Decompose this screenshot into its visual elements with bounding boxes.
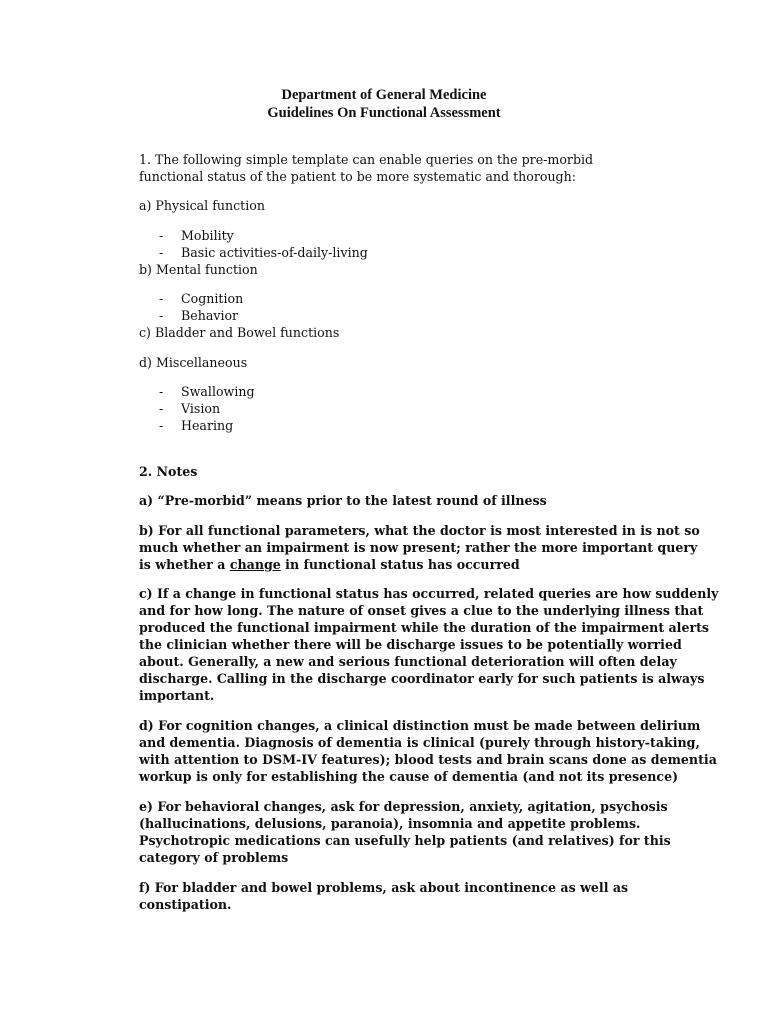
- list-dash: -: [159, 401, 164, 416]
- section1-intro-line-1: 1. The following simple template can enable queries on the pre-morbid: [139, 152, 594, 167]
- note-b-underlined-word: change: [229, 557, 281, 572]
- note-e-line: (hallucinations, delusions, paranoia), insomnia and appetite problems.: [139, 816, 641, 831]
- note-c-line: produced the functional impairment while the duration of the impairment alerts: [139, 620, 710, 635]
- list-item-swallowing: Swallowing: [181, 384, 255, 399]
- note-e-line: category of problems: [139, 850, 289, 865]
- note-b-line-last: [139, 556, 639, 573]
- note-c-line: discharge. Calling in the discharge coordinator early for such patients is always: [139, 671, 705, 686]
- note-d: [139, 717, 717, 785]
- list-item-mobility: Mobility: [181, 228, 234, 243]
- list-item-adl: Basic activities-of-daily-living: [181, 245, 368, 260]
- note-e-line: Psychotropic medications can usefully help patients (and relatives) for this: [139, 833, 671, 848]
- list-dash: -: [159, 384, 164, 399]
- note-c-line: important.: [139, 688, 215, 703]
- note-c-line: the clinician whether there will be discharge issues to be potentially worried: [139, 637, 682, 652]
- mental-function-heading: b) Mental function: [139, 262, 258, 277]
- list-dash: -: [159, 291, 164, 306]
- note-f-line: constipation.: [139, 897, 232, 912]
- list-dash: -: [159, 245, 164, 260]
- list-item-behavior: Behavior: [181, 308, 239, 323]
- note-f: [139, 879, 639, 913]
- note-d-line: and dementia. Diagnosis of dementia is clinical (purely through history-taking,: [139, 735, 700, 750]
- note-b-line: much whether an impairment is now present; rather the more important query: [139, 540, 698, 555]
- list-dash: -: [159, 418, 164, 433]
- section1-intro-line-2: functional status of the patient to be more systematic and thorough:: [139, 169, 576, 184]
- note-d-line: with attention to DSM-IV features); blood tests and brain scans done as dementia: [139, 752, 717, 767]
- note-b-last-post: in functional status has occurred: [280, 557, 520, 572]
- bladder-bowel-heading: c) Bladder and Bowel functions: [139, 325, 340, 340]
- note-d-line: d) For cognition changes, a clinical distinction must be made between delirium: [139, 718, 701, 733]
- note-b-line: b) For all functional parameters, what the doctor is most interested in is not so: [139, 523, 700, 538]
- note-c: [139, 585, 719, 704]
- note-d-line: workup is only for establishing the cause of dementia (and not its presence): [139, 769, 679, 784]
- note-c-line: about. Generally, a new and serious functional deterioration will often delay: [139, 654, 677, 669]
- miscellaneous-heading: d) Miscellaneous: [139, 355, 248, 370]
- list-item-vision: Vision: [181, 401, 221, 416]
- physical-function-heading: a) Physical function: [139, 198, 265, 213]
- note-f-line: f) For bladder and bowel problems, ask about incontinence as well as: [139, 880, 629, 895]
- list-item-hearing: Hearing: [181, 418, 234, 433]
- list-dash: -: [159, 228, 164, 243]
- note-b: [139, 522, 700, 573]
- note-e-line: e) For behavioral changes, ask for depression, anxiety, agitation, psychosis: [139, 799, 668, 814]
- note-c-line: and for how long. The nature of onset gives a clue to the underlying illness that: [139, 603, 704, 618]
- note-e: [139, 798, 671, 866]
- list-item-cognition: Cognition: [181, 291, 244, 306]
- document-title: Guidelines On Functional Assessment: [267, 105, 501, 121]
- note-c-line: c) If a change in functional status has occurred, related queries are how suddenly: [139, 586, 719, 601]
- list-dash: -: [159, 308, 164, 323]
- department-title: Department of General Medicine: [281, 87, 487, 103]
- note-b-last-pre: is whether a: [139, 557, 230, 572]
- notes-heading: 2. Notes: [139, 464, 198, 479]
- note-a: a) “Pre-morbid” means prior to the latest round of illness: [139, 493, 547, 508]
